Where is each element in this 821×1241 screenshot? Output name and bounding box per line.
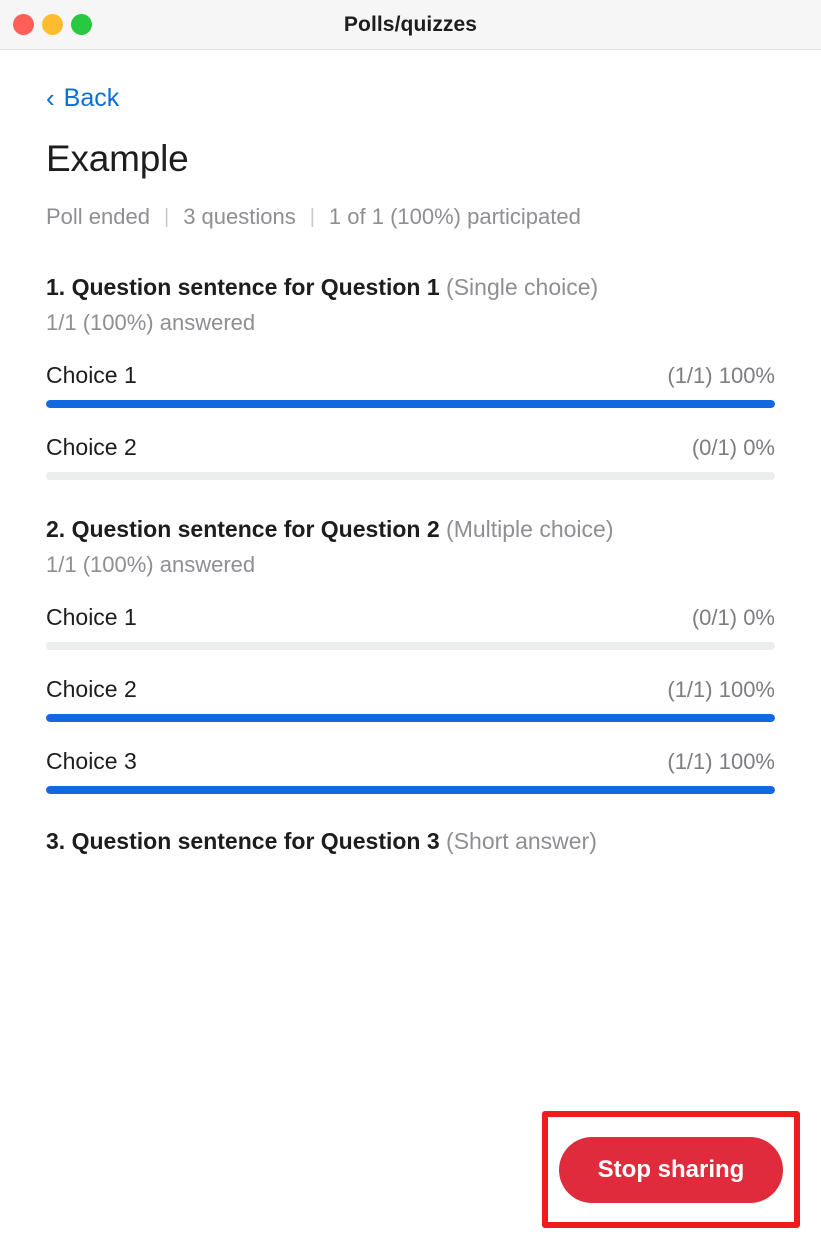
poll-status: Poll ended: [46, 204, 150, 229]
chevron-left-icon: ‹: [46, 82, 55, 113]
stop-sharing-button[interactable]: Stop sharing: [559, 1137, 783, 1203]
question-type: (Short answer): [446, 828, 597, 854]
choice-row: [46, 434, 775, 480]
question-text: Question sentence for Question 1: [71, 274, 440, 300]
question-type: (Single choice): [446, 274, 599, 300]
question-number: 2.: [46, 516, 66, 542]
question-number: 1.: [46, 274, 66, 300]
choice-label: Choice 1: [46, 604, 137, 630]
choice-bar-fill: [46, 714, 775, 722]
choice-row: [46, 362, 775, 408]
minimize-icon[interactable]: [42, 14, 63, 35]
close-icon[interactable]: [13, 14, 34, 35]
question-heading: [46, 274, 775, 301]
title-bar: [0, 0, 821, 50]
choice-bar-track: [46, 786, 775, 794]
choice-bar-fill: [46, 786, 775, 794]
question-block: [46, 274, 775, 480]
choice-row: [46, 748, 775, 794]
question-heading: [46, 516, 775, 543]
question-heading: [46, 828, 775, 855]
window-controls: [0, 14, 92, 35]
poll-meta: [46, 204, 775, 230]
question-answered-count: 1/1 (100%) answered: [46, 552, 256, 577]
choice-value: (1/1) 100%: [667, 363, 775, 388]
footer-bar: [0, 1111, 821, 1241]
page-title: Example: [46, 138, 189, 179]
choice-bar-fill: [46, 400, 775, 408]
zoom-icon[interactable]: [71, 14, 92, 35]
choice-label: Choice 2: [46, 676, 137, 702]
stop-sharing-highlight: [542, 1111, 800, 1228]
choice-bar-track: [46, 472, 775, 480]
choice-label: Choice 1: [46, 362, 137, 388]
choice-bar-track: [46, 642, 775, 650]
choice-value: (0/1) 0%: [691, 605, 775, 630]
question-number: 3.: [46, 828, 66, 854]
choice-label: Choice 3: [46, 748, 137, 774]
choice-label: Choice 2: [46, 434, 137, 460]
window-title: Polls/quizzes: [343, 12, 478, 36]
poll-question-count: 3 questions: [183, 204, 296, 229]
back-button[interactable]: [46, 84, 119, 113]
choice-bar-track: [46, 400, 775, 408]
question-type: (Multiple choice): [446, 516, 614, 542]
poll-participation: 1 of 1 (100%) participated: [328, 204, 581, 229]
question-answered-count: 1/1 (100%) answered: [46, 310, 256, 335]
meta-divider-2: |: [309, 205, 315, 228]
question-block: [46, 516, 775, 794]
choice-row: [46, 676, 775, 722]
question-text: Question sentence for Question 2: [71, 516, 440, 542]
choice-row: [46, 604, 775, 650]
choice-value: (1/1) 100%: [667, 677, 775, 702]
choice-value: (1/1) 100%: [667, 749, 775, 774]
poll-results-panel: [0, 50, 821, 1241]
choice-bar-track: [46, 714, 775, 722]
choice-value: (0/1) 0%: [691, 435, 775, 460]
question-block: [46, 828, 775, 855]
meta-divider-1: |: [163, 205, 170, 228]
back-button-label: Back: [63, 84, 120, 112]
question-text: Question sentence for Question 3: [71, 828, 440, 854]
